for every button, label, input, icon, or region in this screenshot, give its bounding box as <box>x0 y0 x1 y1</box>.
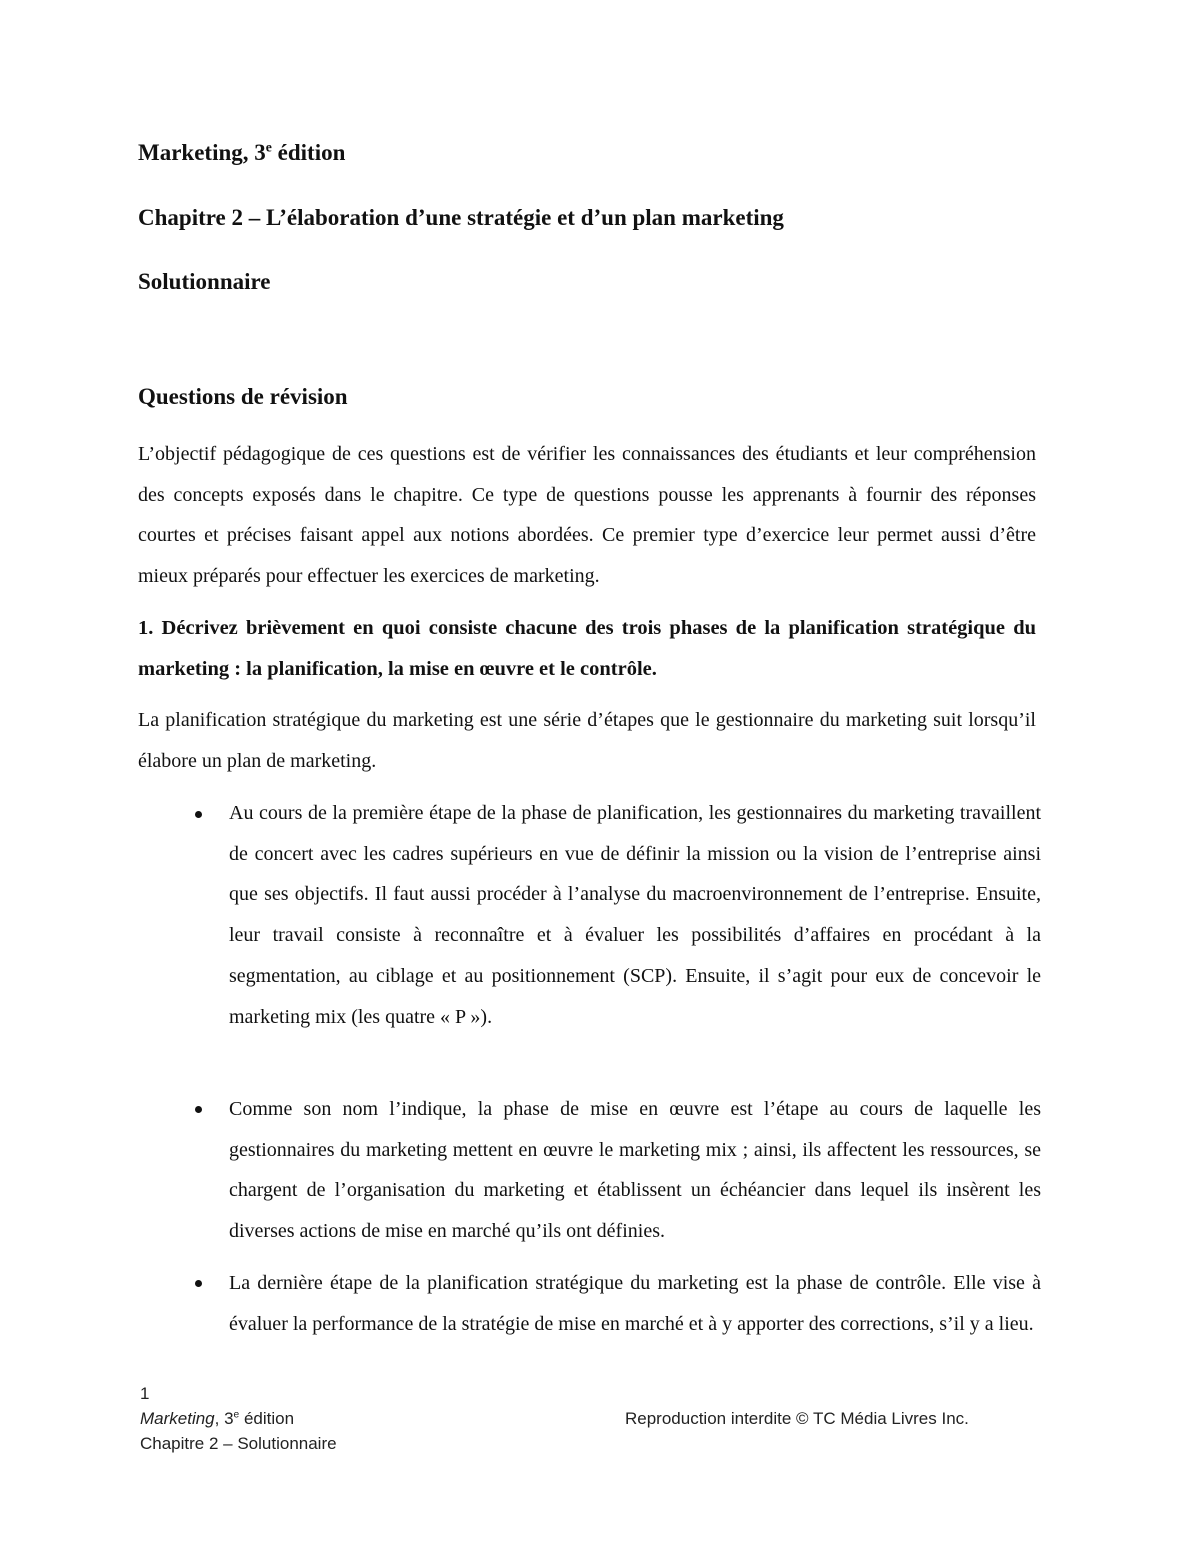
bullet-icon <box>195 1280 202 1287</box>
section-title: Questions de révision <box>138 384 348 409</box>
answer-bullet-controle: La dernière étape de la planification stratégique du marketing est la phase de contrôle. Elle vise à évaluer la performance de la stratégie de mise en marché et à y apporter des corrections, s’il y a lieu. <box>229 1272 1041 1335</box>
chapter-title: Chapitre 2 – L’élaboration d’une stratégie et d’un plan marketing <box>138 205 784 230</box>
page-number: 1 <box>140 1384 150 1403</box>
document-type: Solutionnaire <box>138 269 271 294</box>
answer-bullet-planification: Au cours de la première étape de la phase de planification, les gestionnaires du marketing travaillent de concert avec les cadres supérieurs en vue de définir la mission ou la vision de l’entreprise ainsi que ses objectifs. Il faut aussi procéder à l’analyse du macroenvironnement de l’entreprise. Ensuite, leur travail consiste à reconnaître et à évaluer les possibilités d’affaires en procédant à la segmentation, au ciblage et au positionnement (SCP). Ensuite, il s’agit pour eux de concevoir le marketing mix (les quatre « P »). <box>229 802 1041 1028</box>
book-title: Marketing, 3e édition <box>138 139 346 165</box>
answer-intro: La planification stratégique du marketing est une série d’étapes que le gestionnaire du marketing suit lorsqu’il élabore un plan de marketing. <box>138 709 1036 772</box>
footer-chapter: Chapitre 2 – Solutionnaire <box>140 1434 337 1453</box>
bullet-icon <box>195 1106 202 1113</box>
section-intro: L’objectif pédagogique de ces questions est de vérifier les connaissances des étudiants et leur compréhension des concepts exposés dans le chapitre. Ce type de questions pousse les apprenants à fournir des réponses courtes et précises faisant appel aux notions abordées. Ce premier type d’exercice leur permet aussi d’être mieux préparés pour effectuer les exercices de marketing. <box>138 443 1036 588</box>
answer-bullet-mise-en-oeuvre: Comme son nom l’indique, la phase de mise en œuvre est l’étape au cours de laquelle les gestionnaires du marketing mettent en œuvre le marketing mix ; ainsi, ils affectent les ressources, se chargent de l’organisation du marketing et établissent un échéancier dans lequel ils insèrent les diverses actions de mise en marché qu’ils ont définies. <box>229 1098 1041 1243</box>
footer-copyright: Reproduction interdite © TC Média Livres Inc. <box>625 1409 969 1428</box>
footer-book-title: Marketing, 3e édition <box>140 1409 295 1428</box>
bullet-icon <box>195 811 202 818</box>
question-1: 1. Décrivez brièvement en quoi consiste chacune des trois phases de la planification stratégique du marketing : la planification, la mise en œuvre et le contrôle. <box>138 617 1036 680</box>
